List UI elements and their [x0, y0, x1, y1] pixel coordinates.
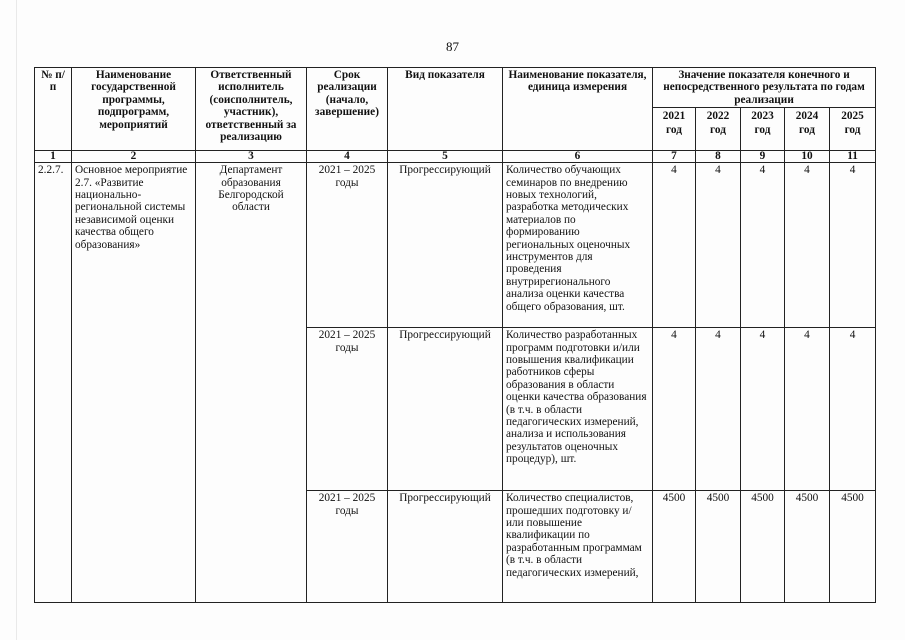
- row-value-2022: 4: [696, 163, 741, 328]
- header-name: Наименование государственной программы, подпрограмм, мероприятий: [72, 68, 196, 151]
- header-responsible: Ответственный исполнитель (соисполнитель, участник), ответственный за реализацию: [196, 68, 307, 151]
- row-value-2025: 4: [830, 163, 876, 328]
- scan-edge-shadow: [16, 0, 17, 640]
- column-number: 7: [653, 151, 696, 163]
- row-period: 2021 – 2025 годы: [307, 163, 388, 328]
- row-indicator-type: Прогрессирующий: [388, 491, 503, 603]
- column-number: 5: [388, 151, 503, 163]
- row-indicator-name: Количество специалистов, прошедших подготовку и/или повышение квалификации по разработанным программам (в т.ч. в области педагогических измерений,: [503, 491, 653, 603]
- row-value-2023: 4500: [741, 491, 785, 603]
- row-indicator-name: Количество обучающих семинаров по внедрению новых технологий, разработка методических материалов по формированию региональных оценочных инструментов для проведения внутрирегионального анализа оценки качества общего образования, шт.: [503, 163, 653, 328]
- header-indicator-name: Наименование показателя, единица измерения: [503, 68, 653, 151]
- row-indicator-type: Прогрессирующий: [388, 328, 503, 491]
- row-indicator-type: Прогрессирующий: [388, 163, 503, 328]
- row-value-2025: 4500: [830, 491, 876, 603]
- row-value-2024: 4500: [785, 491, 830, 603]
- activity-responsible: Департамент образования Белгородской области: [196, 163, 307, 603]
- row-value-2021: 4500: [653, 491, 696, 603]
- column-number: 3: [196, 151, 307, 163]
- header-num: № п/п: [35, 68, 72, 151]
- header-year-2023: 2023 год: [741, 108, 785, 151]
- column-number: 1: [35, 151, 72, 163]
- row-value-2021: 4: [653, 328, 696, 491]
- row-value-2022: 4: [696, 328, 741, 491]
- column-number: 6: [503, 151, 653, 163]
- page-number: 87: [446, 39, 459, 54]
- row-value-2023: 4: [741, 328, 785, 491]
- column-number: 11: [830, 151, 876, 163]
- row-value-2025: 4: [830, 328, 876, 491]
- header-indicator-type: Вид показателя: [388, 68, 503, 151]
- column-number: 10: [785, 151, 830, 163]
- activity-name: Основное мероприятие 2.7. «Развитие национально-региональной системы независимой оценки качества общего образования»: [72, 163, 196, 603]
- header-year-2022: 2022 год: [696, 108, 741, 151]
- row-value-2024: 4: [785, 328, 830, 491]
- header-year-2025: 2025 год: [830, 108, 876, 151]
- column-number: 4: [307, 151, 388, 163]
- row-indicator-name: Количество разработанных программ подготовки и/или повышения квалификации работников сферы образования в области оценки качества образования (в т.ч. в области педагогических измерений, анализа и использования результатов оценочных процедур), шт.: [503, 328, 653, 491]
- header-year-2024: 2024 год: [785, 108, 830, 151]
- row-period: 2021 – 2025 годы: [307, 491, 388, 603]
- header-row-1: [35, 68, 876, 108]
- header-values-group: Значение показателя конечного и непосредственного результата по годам реализации: [653, 68, 876, 108]
- column-number: 2: [72, 151, 196, 163]
- activity-number: 2.2.7.: [35, 163, 72, 603]
- column-number-row: [35, 151, 876, 163]
- row-value-2024: 4: [785, 163, 830, 328]
- indicators-table: [34, 67, 876, 603]
- column-number: 8: [696, 151, 741, 163]
- row-value-2021: 4: [653, 163, 696, 328]
- column-number: 9: [741, 151, 785, 163]
- table-row: [35, 163, 876, 328]
- header-year-2021: 2021 год: [653, 108, 696, 151]
- row-value-2023: 4: [741, 163, 785, 328]
- row-period: 2021 – 2025 годы: [307, 328, 388, 491]
- row-value-2022: 4500: [696, 491, 741, 603]
- header-period: Срок реализации (начало, завершение): [307, 68, 388, 151]
